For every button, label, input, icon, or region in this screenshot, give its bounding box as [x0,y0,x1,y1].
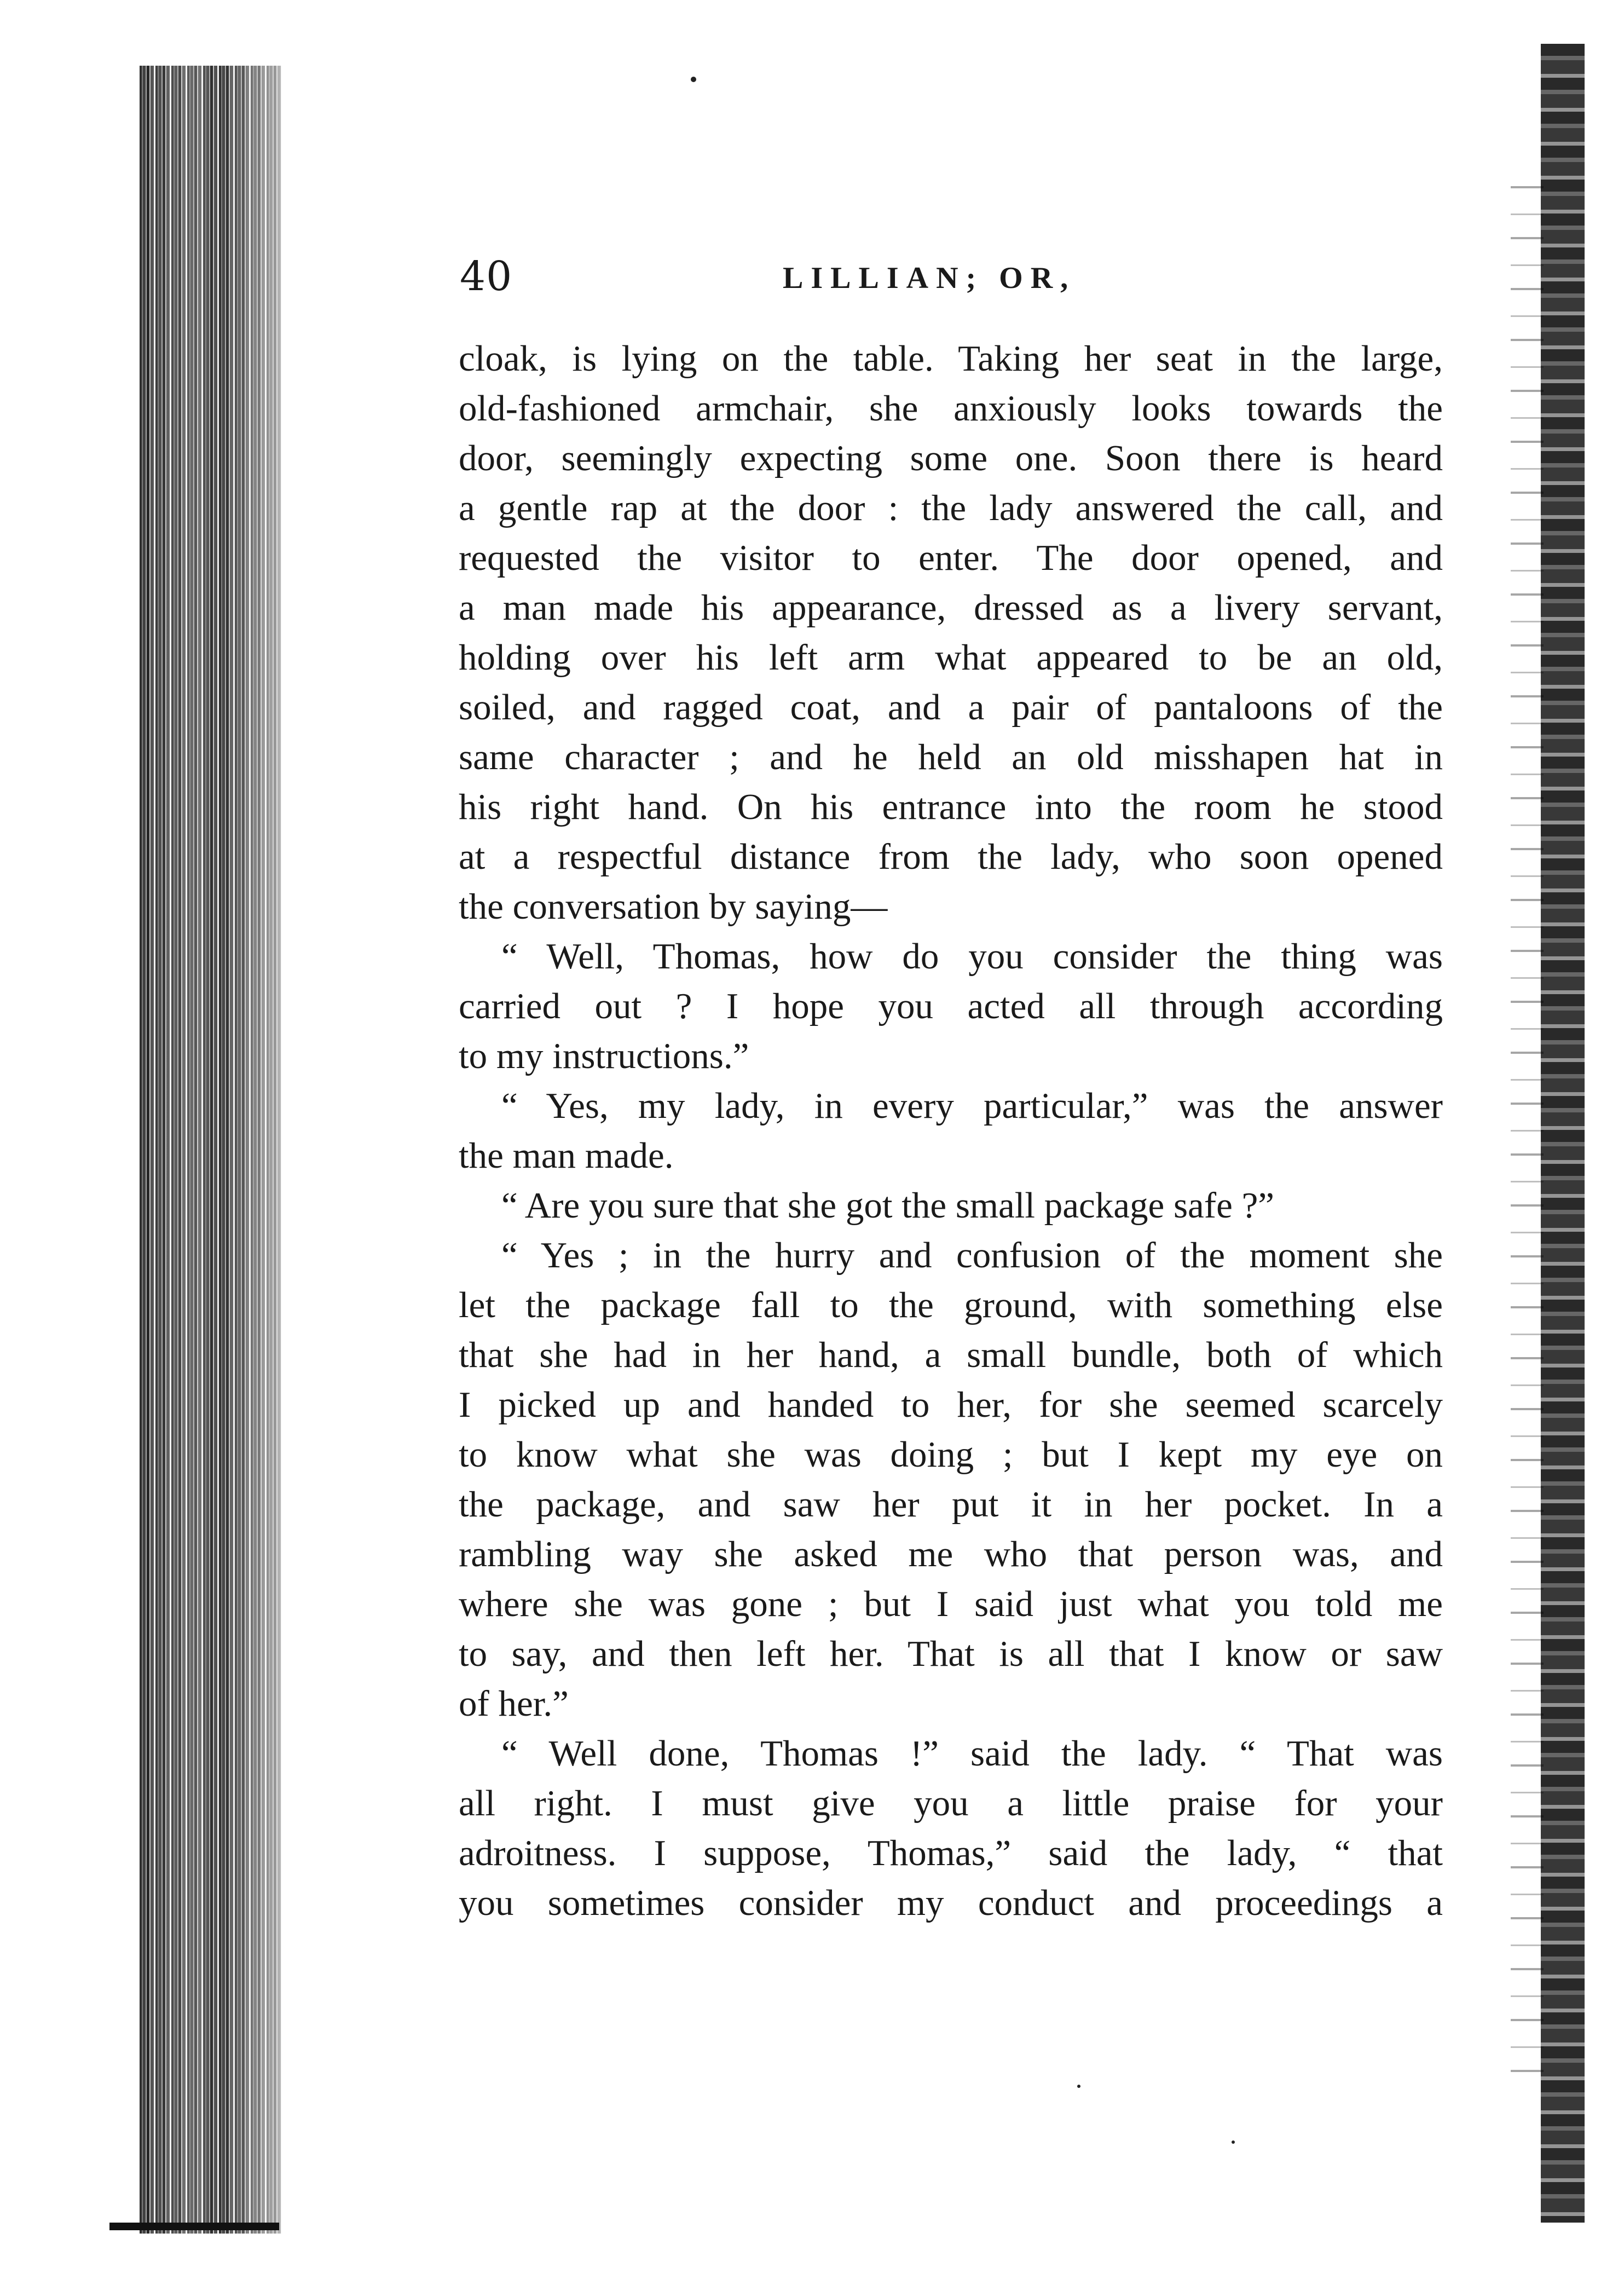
text-line: you sometimes consider my conduct and proceedings a [459,1883,1443,1923]
stray-mark-bottom-right [1232,2140,1235,2144]
text-line: requested the visitor to enter. The door opened, and [459,538,1443,578]
text-line: “ Well done, Thomas !” said the lady. “ That was [501,1733,1443,1774]
text-line: holding over his left arm what appeared to be an old, [459,637,1443,678]
text-line: “ Are you sure that she got the small package safe ?” [501,1185,1275,1226]
text-line: the conversation by saying— [459,886,888,927]
text-line: to my instructions.” [459,1036,749,1076]
text-line: same character ; and he held an old misshapen hat in [459,737,1443,777]
text-line: a gentle rap at the door : the lady answered the call, and [459,488,1443,528]
text-line: the man made. [459,1135,674,1176]
text-line: where she was gone ; but I said just what you told me [459,1584,1443,1624]
text-line: let the package fall to the ground, with something else [459,1285,1443,1325]
text-line: soiled, and ragged coat, and a pair of pantaloons of the [459,687,1443,728]
text-line: to say, and then left her. That is all that I know or saw [459,1634,1443,1674]
text-line: at a respectful distance from the lady, who soon opened [459,836,1443,877]
stray-mark-top [691,77,696,82]
text-line: door, seemingly expecting some one. Soon there is heard [459,438,1443,478]
stray-mark-bottom [1077,2085,1080,2088]
right-page-edge [1541,44,1585,2223]
text-line: of her.” [459,1683,569,1724]
text-line: rambling way she asked me who that person was, and [459,1534,1443,1574]
text-line: to know what she was doing ; but I kept my eye on [459,1434,1443,1475]
text-line: the package, and saw her put it in her pocket. In a [459,1484,1443,1525]
text-line: adroitness. I suppose, Thomas,” said the lady, “ that [459,1833,1443,1873]
body-text [459,334,1443,1928]
text-line: a man made his appearance, dressed as a livery servant, [459,587,1443,628]
text-line: “ Yes ; in the hurry and confusion of the moment she [501,1235,1443,1276]
left-binding-shading [140,66,282,2234]
text-line: old-fashioned armchair, she anxiously looks towards the [459,388,1443,429]
text-line: his right hand. On his entrance into the room he stood [459,787,1443,827]
text-line: that she had in her hand, a small bundle, both of which [459,1335,1443,1375]
running-title: LILLIAN; OR, [783,261,1076,295]
text-line: “ Well, Thomas, how do you consider the thing was [501,936,1443,977]
text-line: carried out ? I hope you acted all through according [459,986,1443,1026]
text-line: cloak, is lying on the table. Taking her seat in the large, [459,338,1443,379]
page-number: 40 [460,253,513,300]
right-edge-speckle [1511,164,1544,2080]
text-line: I picked up and handed to her, for she seemed scarcely [459,1384,1443,1425]
left-binding-foot [109,2223,279,2230]
text-line: “ Yes, my lady, in every particular,” was the answer [501,1086,1443,1126]
text-line: all right. I must give you a little praise for your [459,1783,1443,1824]
running-head [460,249,1445,309]
